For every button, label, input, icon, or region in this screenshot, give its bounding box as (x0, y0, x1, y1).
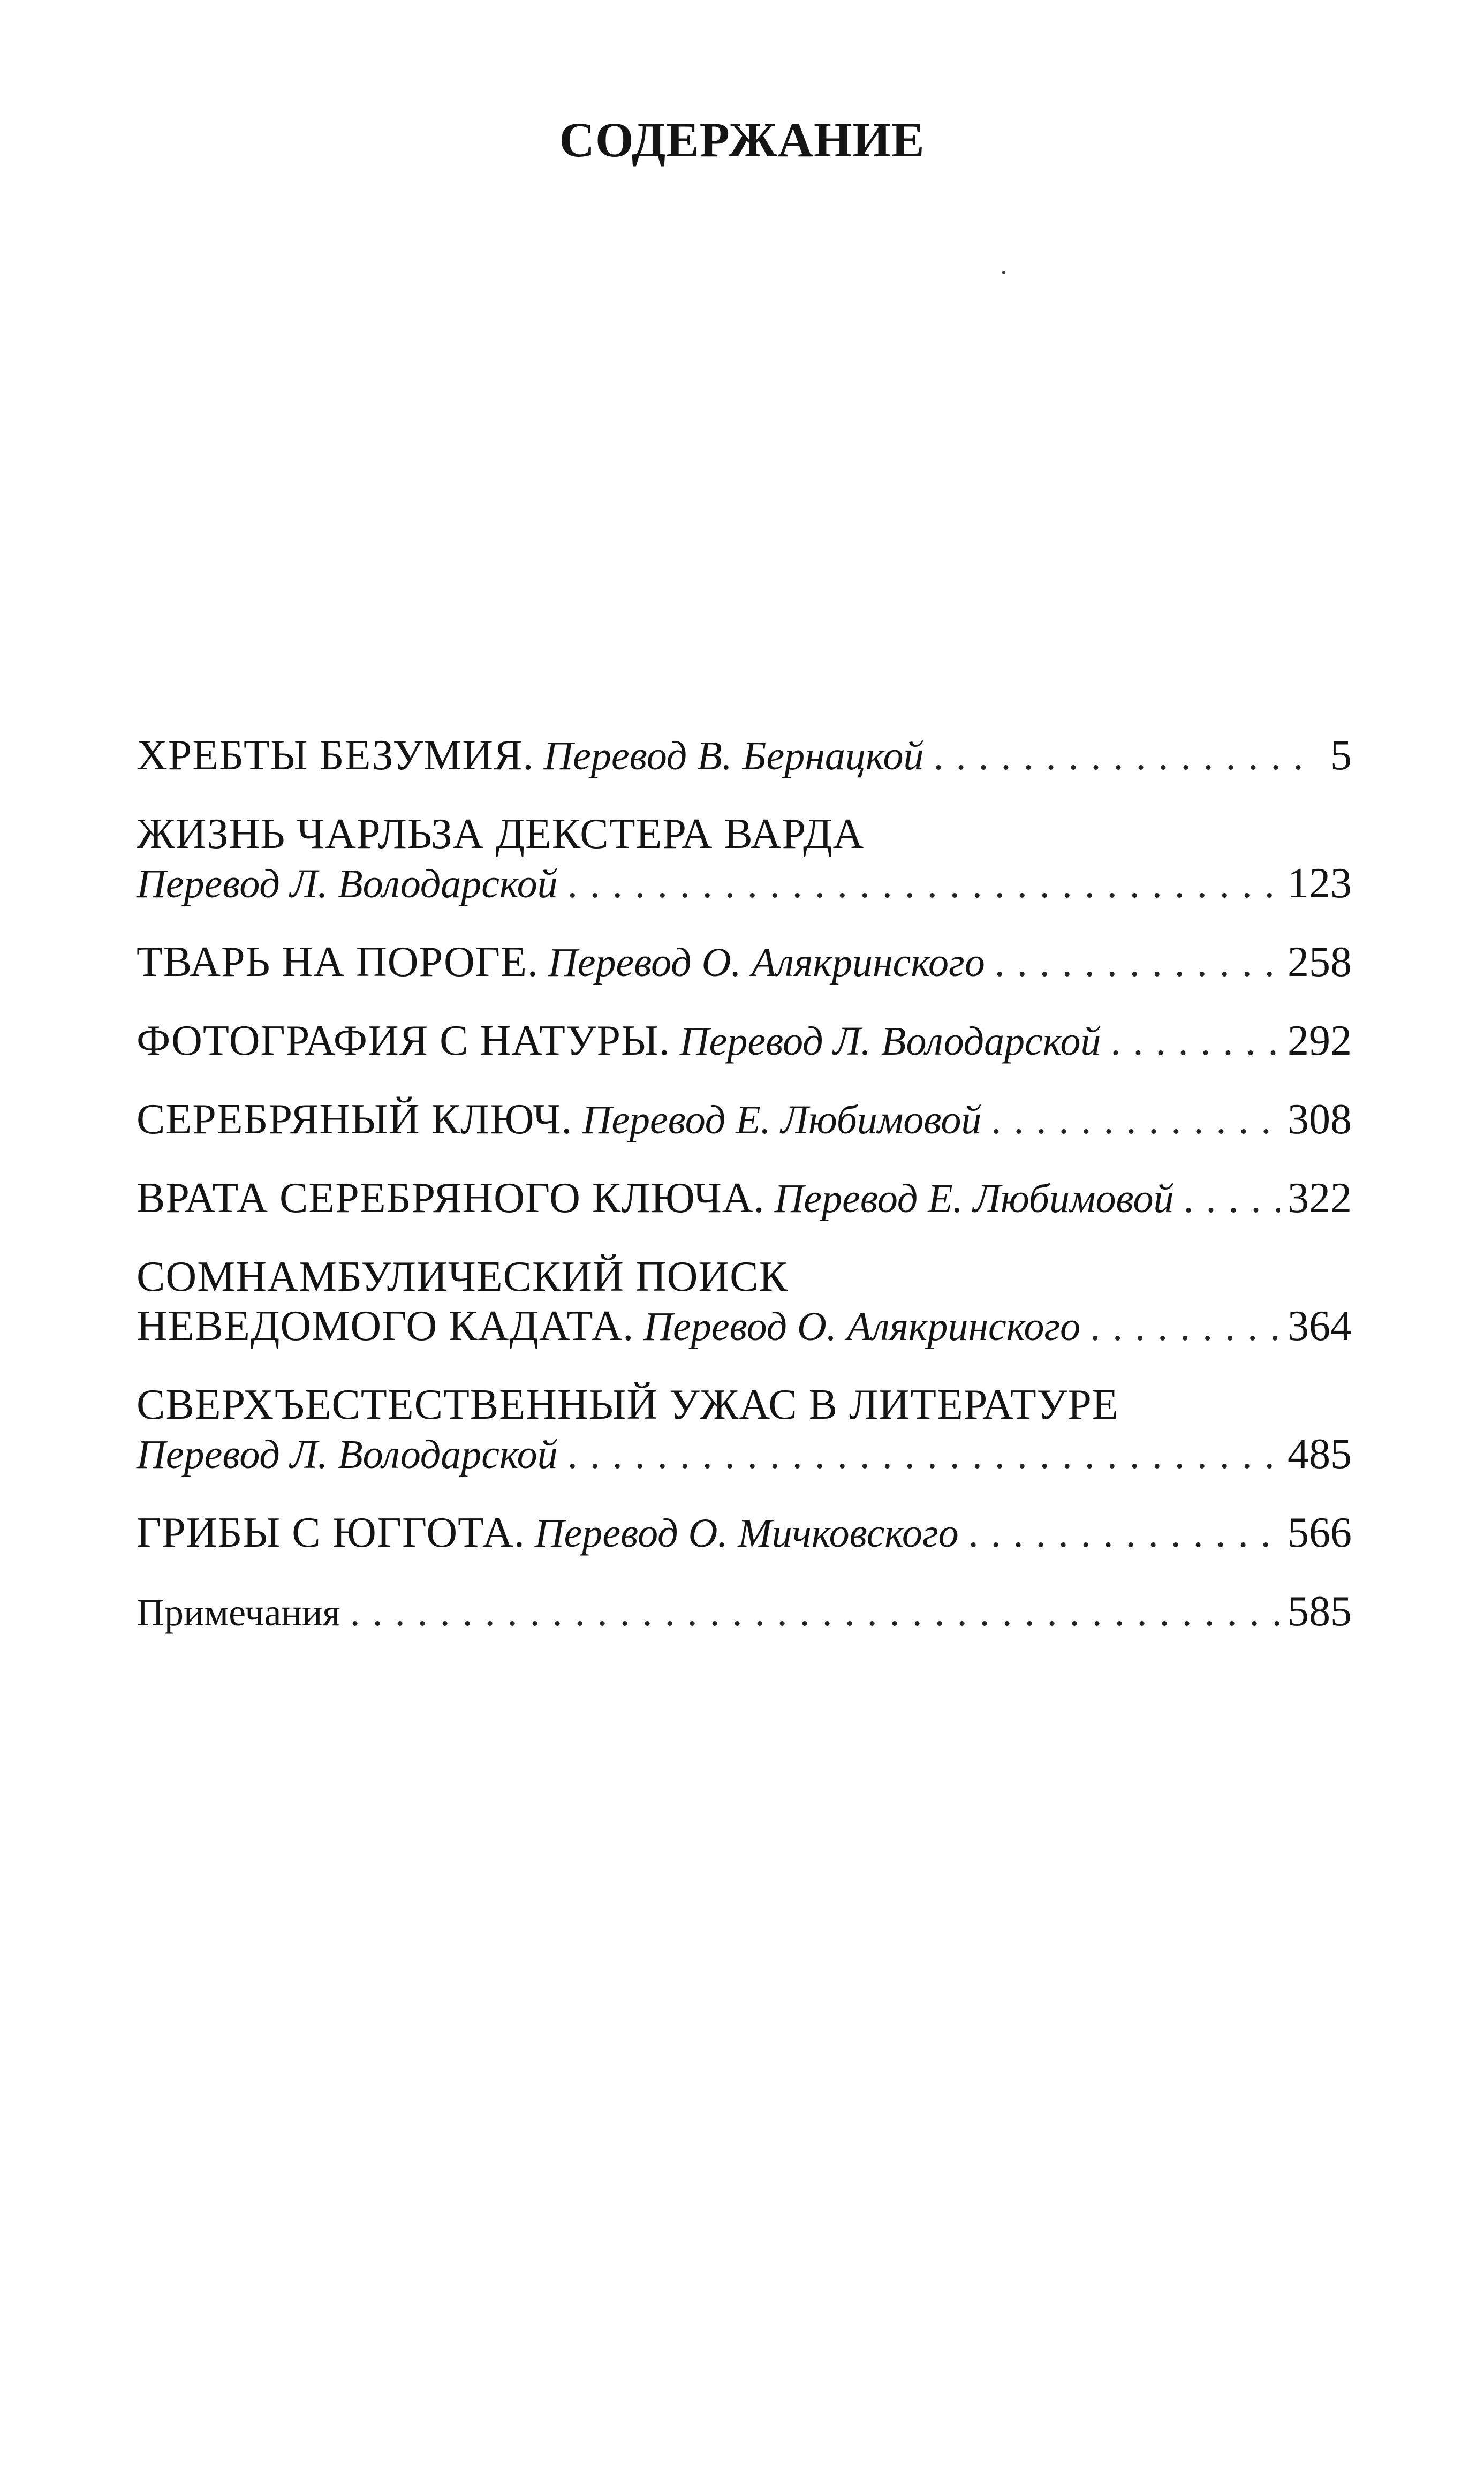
dot-leader (968, 1510, 1280, 1557)
toc-entry-translator: Перевод В. Бернацкой (543, 733, 924, 778)
toc-entry (137, 731, 1352, 780)
toc-entry-title: ГРИБЫ С ЮГГОТА. (137, 1509, 525, 1556)
dot-leader (934, 733, 1312, 779)
dot-leader (350, 1589, 1280, 1636)
print-speck (1002, 271, 1005, 274)
toc-entry-translator: Перевод Л. Володарской (679, 1019, 1101, 1064)
toc-entry-title-continued: НЕВЕДОМОГО КАДАТА. (137, 1303, 634, 1350)
toc-entry-title: ВРАТА СЕРЕБРЯНОГО КЛЮЧА. (137, 1175, 765, 1222)
toc-entry-title: Примечания (137, 1591, 340, 1634)
toc-entry-page: 585 (1288, 1588, 1352, 1635)
toc-entry (137, 1380, 1352, 1479)
toc-entry-page: 308 (1288, 1096, 1352, 1143)
toc-entry-translator: Перевод Е. Любимовой (774, 1176, 1174, 1221)
toc-entry-translator: Перевод Л. Володарской (137, 861, 558, 906)
toc-entry (137, 1508, 1352, 1557)
toc-entry-title: ФОТОГРАФИЯ С НАТУРЫ. (137, 1017, 670, 1064)
toc-entry-translator: Перевод О. Мичковского (534, 1511, 959, 1556)
dot-leader (995, 940, 1280, 986)
toc-entry (137, 1252, 1352, 1351)
toc-entry-page: 566 (1288, 1509, 1352, 1556)
toc-entry-page: 123 (1288, 860, 1352, 907)
toc-entry-page: 322 (1288, 1175, 1352, 1222)
dot-leader (567, 861, 1280, 907)
toc-entry-title: СЕРЕБРЯНЫЙ КЛЮЧ. (137, 1096, 573, 1143)
dot-leader (1183, 1176, 1280, 1222)
toc-entry-translator: Перевод О. Алякринского (643, 1304, 1081, 1349)
toc-entry-translator: Перевод Е. Любимовой (582, 1098, 982, 1142)
toc-entry-title: СВЕРХЪЕСТЕСТВЕННЫЙ УЖАС В ЛИТЕРАТУРЕ (137, 1381, 1119, 1428)
table-of-contents (137, 731, 1352, 1666)
page-title: СОДЕРЖАНИЕ (559, 112, 925, 167)
toc-entry (137, 809, 1352, 908)
toc-entry (137, 1095, 1352, 1144)
toc-entry-page: 258 (1288, 938, 1352, 986)
toc-entry-page: 5 (1330, 732, 1352, 779)
dot-leader (991, 1097, 1280, 1144)
toc-entry-title: ЖИЗНЬ ЧАРЛЬЗА ДЕКСТЕРА ВАРДА (137, 811, 865, 858)
dot-leader (1110, 1018, 1280, 1065)
toc-entry-translator: Перевод О. Алякринского (548, 940, 985, 985)
toc-entry-title: ХРЕБТЫ БЕЗУМИЯ. (137, 732, 534, 779)
toc-entry (137, 1174, 1352, 1223)
dot-leader (567, 1432, 1280, 1478)
toc-entry-page: 292 (1288, 1017, 1352, 1064)
toc-entry (137, 1587, 1352, 1636)
toc-entry-page: 485 (1288, 1430, 1352, 1478)
toc-entry (137, 937, 1352, 987)
toc-entry-title: ТВАРЬ НА ПОРОГЕ. (137, 938, 539, 986)
toc-entry-title: СОМНАМБУЛИЧЕСКИЙ ПОИСК (137, 1253, 788, 1300)
toc-entry-page: 364 (1288, 1303, 1352, 1350)
dot-leader (1090, 1304, 1280, 1350)
toc-entry-translator: Перевод Л. Володарской (137, 1432, 558, 1477)
toc-entry (137, 1016, 1352, 1065)
